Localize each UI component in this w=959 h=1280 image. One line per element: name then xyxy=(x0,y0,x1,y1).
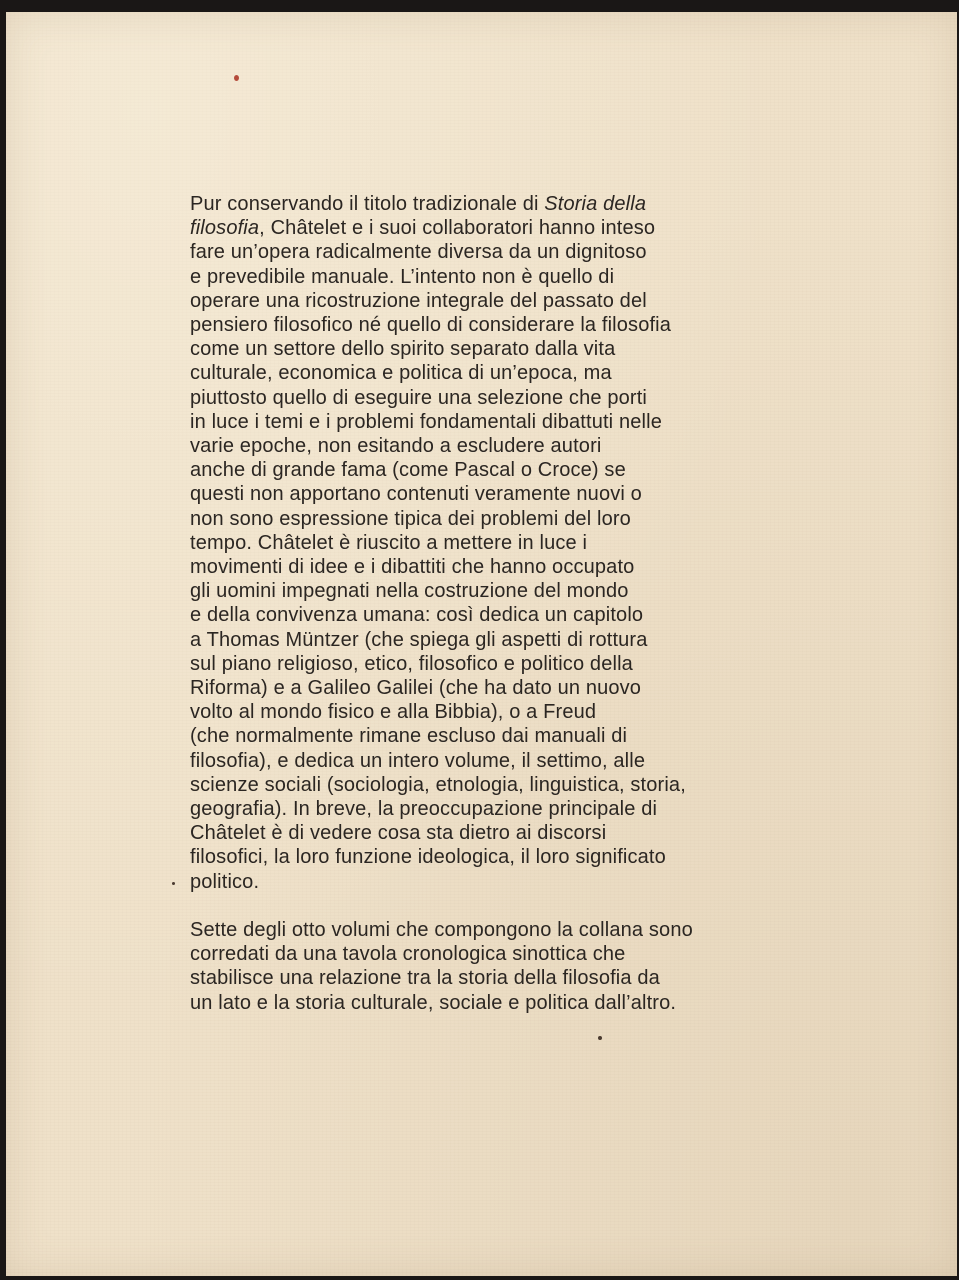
book-title-italic: filosofia xyxy=(190,217,260,240)
text-line: stabilisce una relazione tra la storia della filosofia da xyxy=(190,967,660,990)
text-line: Riforma) e a Galileo Galilei (che ha dato un nuovo xyxy=(190,677,642,700)
ink-speck xyxy=(172,882,175,885)
text-line: tempo. Châtelet è riuscito a mettere in luce i xyxy=(190,531,588,554)
text-line: filosofici, la loro funzione ideologica, il loro significato xyxy=(190,846,666,869)
text-line: culturale, economica e politica di un’epoca, ma xyxy=(190,362,612,385)
text-line: Pur conservando il titolo tradizionale di Storia della xyxy=(190,193,647,215)
text-line: e prevedibile manuale. L’intento non è quello di xyxy=(190,265,615,288)
text-line: a Thomas Müntzer (che spiega gli aspetti di rottura xyxy=(190,628,648,651)
book-back-cover xyxy=(6,12,957,1276)
text-line: come un settore dello spirito separato dalla vita xyxy=(190,338,616,361)
red-ink-speck xyxy=(234,75,239,81)
text-line: volto al mondo fisico e alla Bibbia), o a Freud xyxy=(190,701,597,724)
text-line: pensiero filosofico né quello di considerare la filosofia xyxy=(190,314,672,337)
ink-speck xyxy=(598,1036,602,1040)
text-line: geografia). In breve, la preoccupazione principale di xyxy=(190,798,658,821)
text-line: corredati da una tavola cronologica sinottica che xyxy=(190,943,626,966)
text-line: operare una ricostruzione integrale del passato del xyxy=(190,289,647,312)
text-line: non sono espressione tipica dei problemi del loro xyxy=(190,507,631,530)
text-line: scienze sociali (sociologia, etnologia, linguistica, storia, xyxy=(190,773,686,796)
text-line: sul piano religioso, etico, filosofico e politico della xyxy=(190,652,633,675)
description-paragraph-1 xyxy=(190,192,810,894)
text-line: varie epoche, non esitando a escludere autori xyxy=(190,435,602,458)
text-line: filosofia, Châtelet e i suoi collaboratori hanno inteso xyxy=(190,217,656,240)
text-line: Châtelet è di vedere cosa sta dietro ai discorsi xyxy=(190,822,607,845)
text-line: questi non apportano contenuti veramente nuovi o xyxy=(190,483,642,506)
text-line: (che normalmente rimane escluso dai manuali di xyxy=(190,725,628,748)
text-line: filosofia), e dedica un intero volume, il settimo, alle xyxy=(190,749,646,772)
text-line: politico. xyxy=(190,870,260,893)
text-line: in luce i temi e i problemi fondamentali dibattuti nelle xyxy=(190,410,662,433)
text-line: piuttosto quello di eseguire una selezione che porti xyxy=(190,386,647,409)
text-line: movimenti di idee e i dibattiti che hanno occupato xyxy=(190,556,635,579)
text-line: Sette degli otto volumi che compongono la collana sono xyxy=(190,919,693,941)
text-line: gli uomini impegnati nella costruzione del mondo xyxy=(190,580,629,603)
text-line: un lato e la storia culturale, sociale e politica dall’altro. xyxy=(190,991,677,1014)
text-line: e della convivenza umana: così dedica un capitolo xyxy=(190,604,644,627)
text-line: anche di grande fama (come Pascal o Croce) se xyxy=(190,459,626,482)
book-title-italic: Storia della xyxy=(544,193,647,215)
text-line: fare un’opera radicalmente diversa da un dignitoso xyxy=(190,241,647,264)
description-paragraph-2 xyxy=(190,918,810,1015)
